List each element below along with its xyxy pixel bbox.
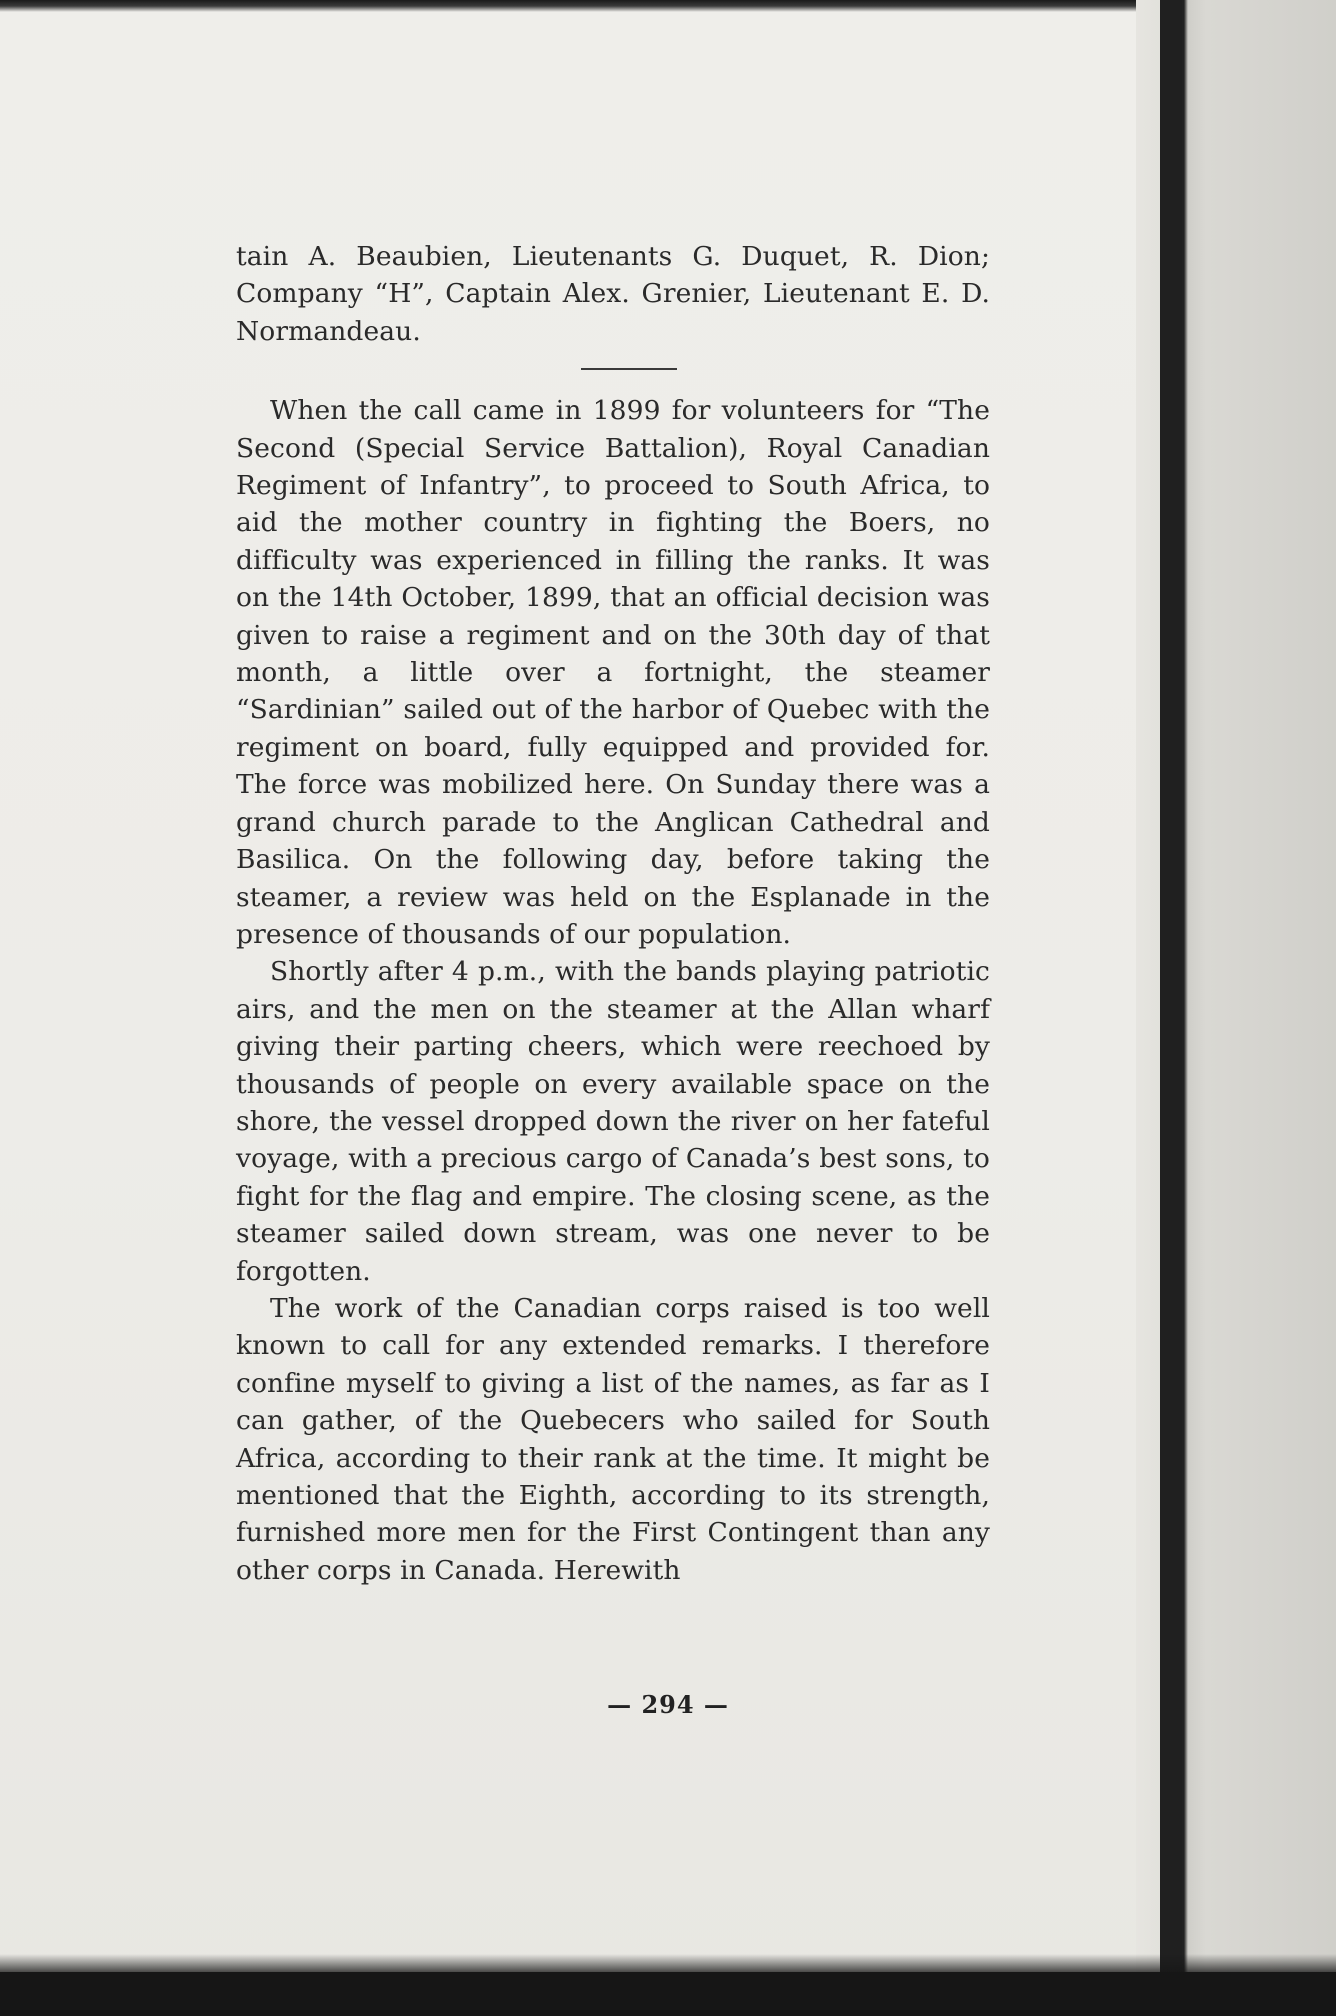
paragraph-departure: Shortly after 4 p.m., with the bands playing patriotic airs, and the men on the steamer at the Allan wharf giving their parting cheers, which were reechoed by thousands of people on every available space on the shore, the vessel dropped down the river on her fateful voyage, with a precious cargo of Canada’s best sons, to fight for the flag and empire. The closing scene, as the steamer sailed down stream, was one never to be forgotten. [236,956,990,1287]
body-text [236,238,990,1589]
section-divider [581,368,677,370]
paragraph-call-for-volunteers: When the call came in 1899 for volunteers for “The Second (Special Service Battalion), Royal Canadian Regiment of Infantry”, to proceed to South Africa, to aid the mother country in fighting the Boers, no difficulty was experienced in filling the ranks. It was on the 14th October, 1899, that an official decision was given to raise a regiment and on the 30th day of that month, a little over a fortnight, the steamer “Sardinian” sailed out of the harbor of Quebec with the regiment on board, fully equipped and provided for. The force was mobilized here. On Sunday there was a grand church parade to the Anglican Cathedral and Basilica. On the following day, before taking the steamer, a review was held on the Esplanade in the presence of thousands of our population. [236,395,990,950]
page-number: — 294 — [607,1690,729,1719]
scan-bottom-edge [0,1972,1336,2016]
paragraph-continuation: tain A. Beaubien, Lieutenants G. Duquet, R. Dion; Company “H”, Captain Alex. Grenier, Lieutenant E. D. Normandeau. [236,241,990,347]
scan-bottom-fade [0,1954,1336,1972]
paragraph-canadian-corps: The work of the Canadian corps raised is too well known to call for any extended remarks. I therefore confine myself to giving a list of the names, as far as I can gather, of the Quebecers who sailed for South Africa, according to their rank at the time. It might be mentioned that the Eighth, according to its strength, furnished more men for the First Contingent than any other corps in Canada. Herewith [236,1292,990,1586]
